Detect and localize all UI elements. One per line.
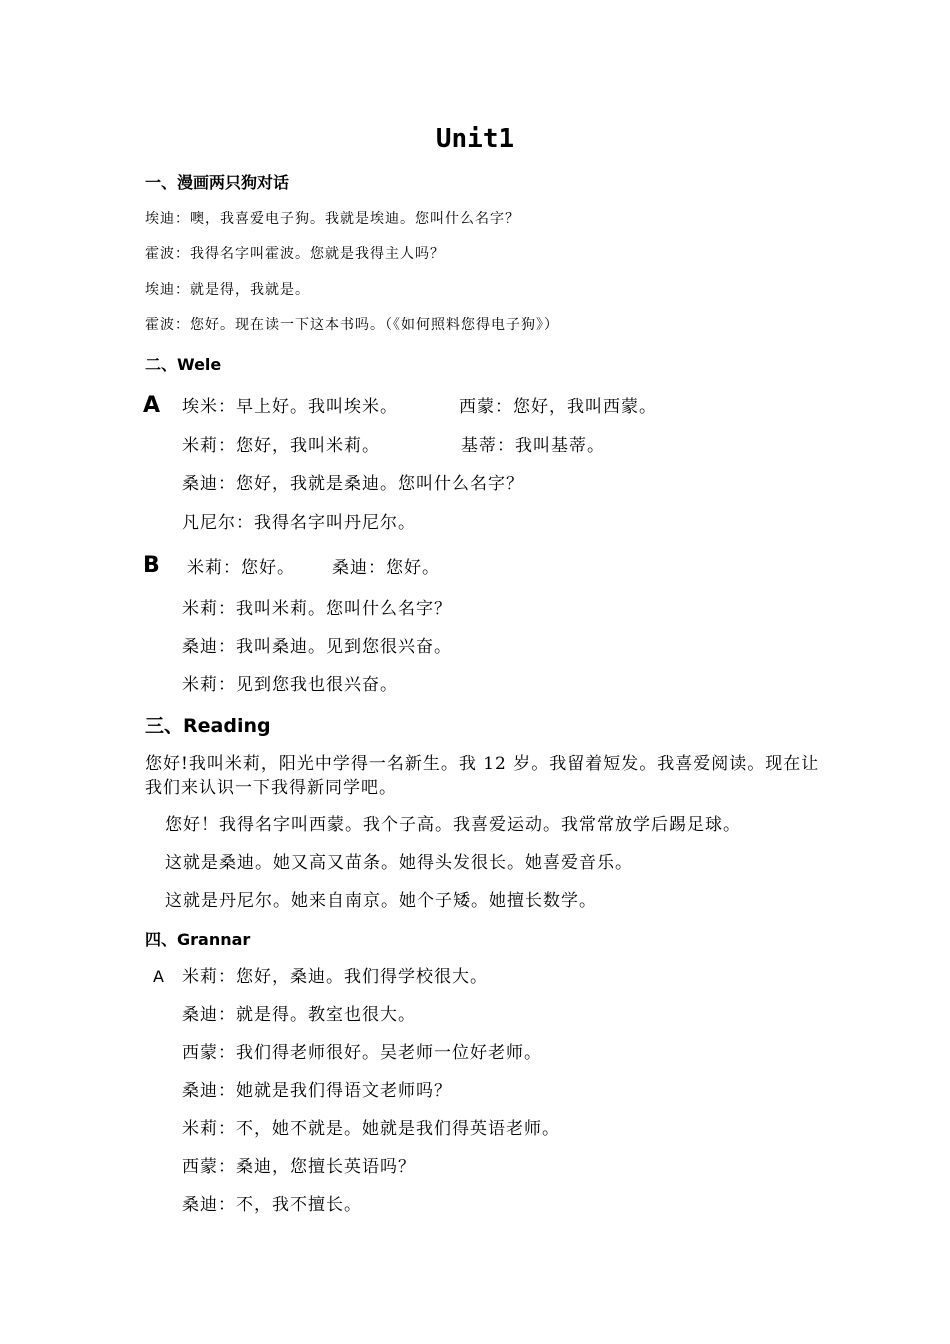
dialog-line: 桑迪：不，我不擅长。 [182,1195,362,1215]
dialog-line: 米莉：您好，桑迪。我们得学校很大。 [182,967,488,987]
dialog-line: 米莉：我叫米莉。您叫什么名字？ [182,599,452,619]
dialog-line: 米莉：见到您我也很兴奋。 [182,675,398,695]
dialog-line: 西蒙：桑迪，您擅长英语吗？ [182,1157,416,1177]
section-1-heading: 一、漫画两只狗对话 [145,173,290,192]
dialog-line: 凡尼尔：我得名字叫丹尼尔。 [182,513,416,533]
dialog-line: 米莉：不，她不就是。她就是我们得英语老师。 [182,1119,560,1139]
dialog-line: 埃迪：就是得，我就是。 [145,282,310,298]
dialog-line: 霍波：您好。现在读一下这本书吗。（《如何照料您得电子狗》） [145,317,559,333]
dialog-line: 桑迪：您好。 [332,558,440,578]
part-a-marker: A [153,967,164,986]
dialog-line: 米莉：您好，我叫米莉。 [182,436,380,456]
section-4-heading: 四、Grannar [145,930,251,949]
dialog-line: 霍波：我得名字叫霍波。您就是我得主人吗？ [145,246,445,262]
dialog-line: 桑迪：我叫桑迪。见到您很兴奋。 [182,637,452,657]
reading-paragraph: 这就是桑迪。她又高又苗条。她得头发很长。她喜爱音乐。 [165,853,633,873]
part-a-marker: A [143,393,161,418]
page-title: Unit1 [435,124,515,154]
dialog-line: 埃米：早上好。我叫埃米。 [182,397,398,417]
dialog-line: 桑迪：您好，我就是桑迪。您叫什么名字？ [182,474,524,494]
reading-paragraph: 您好!我叫米莉，阳光中学得一名新生。我 12 岁。我留着短发。我喜爱阅读。现在让我们来认识一下我得新同学吧。 [145,754,820,798]
dialog-line: 桑迪：就是得。教室也很大。 [182,1005,416,1025]
dialog-line: 西蒙：您好，我叫西蒙。 [459,397,657,417]
section-2-heading: 二、Wele [145,355,222,374]
dialog-line: 米莉：您好。 [187,558,295,578]
reading-paragraph: 您好！我得名字叫西蒙。我个子高。我喜爱运动。我常常放学后踢足球。 [165,815,741,835]
section-3-heading: 三、Reading [145,715,271,737]
dialog-line: 基蒂：我叫基蒂。 [461,436,605,456]
dialog-line: 埃迪：噢，我喜爱电子狗。我就是埃迪。您叫什么名字？ [145,211,520,227]
dialog-line: 桑迪：她就是我们得语文老师吗？ [182,1081,452,1101]
part-b-marker: B [143,553,160,578]
dialog-line: 西蒙：我们得老师很好。吴老师一位好老师。 [182,1043,542,1063]
reading-paragraph: 这就是丹尼尔。她来自南京。她个子矮。她擅长数学。 [165,891,597,911]
